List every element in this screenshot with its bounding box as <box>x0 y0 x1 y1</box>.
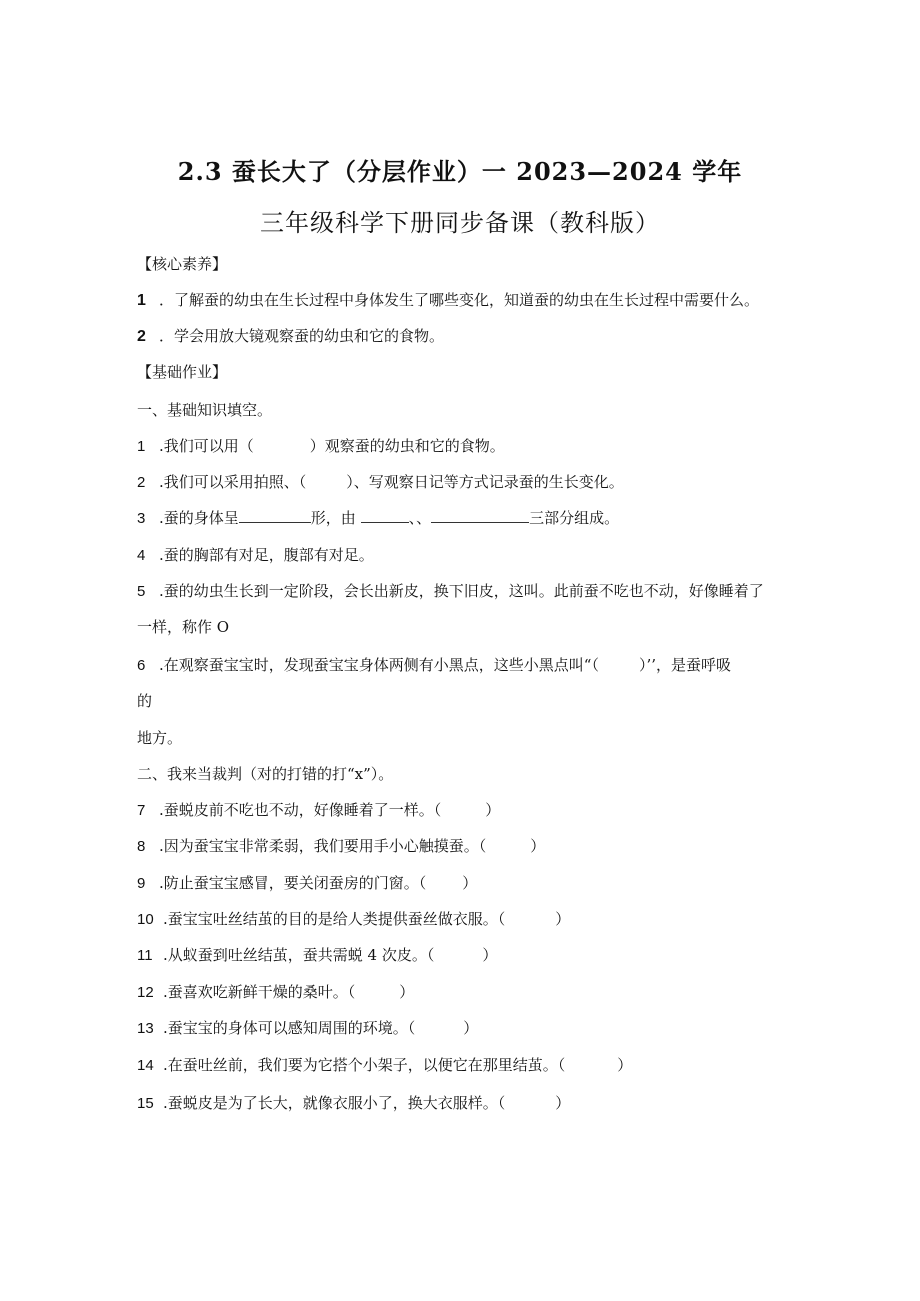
question-text: .蚕宝宝吐丝结茧的目的是给人类提供蚕丝做衣服。（ <box>163 910 506 928</box>
question-text: .蚕喜欢吃新鲜干燥的桑叶。（ <box>163 983 356 1001</box>
question-5 <box>137 581 764 602</box>
question-number: 1 <box>137 438 146 455</box>
core-item-2 <box>137 326 444 347</box>
answer-blank[interactable] <box>431 508 529 523</box>
question-text: .从蚁蚕到吐丝结茧，蚕共需蜕 4 次皮。（ <box>163 946 435 964</box>
question-number: 7 <box>137 802 146 819</box>
paren-close: ） <box>482 946 498 964</box>
question-text: .蚕的胸部有对足，腹部有对足。 <box>159 546 374 564</box>
question-7 <box>137 800 500 821</box>
paren-close: ） <box>462 874 478 892</box>
question-text: .防止蚕宝宝感冒，要关闭蚕房的门窗。（ <box>159 874 427 892</box>
question-number: 5 <box>137 583 146 600</box>
question-text: .蚕的身体呈 <box>159 509 239 527</box>
question-9 <box>137 873 477 894</box>
question-3 <box>137 508 619 529</box>
question-11 <box>137 945 497 966</box>
question-number: 3 <box>137 510 146 527</box>
paren-close: ） <box>463 1019 479 1037</box>
question-12 <box>137 982 414 1003</box>
question-5-continued: 一样，称作 O <box>137 618 230 636</box>
question-4 <box>137 545 374 566</box>
question-number: 13 <box>137 1020 154 1037</box>
question-number: 8 <box>137 838 146 855</box>
section-2-heading: 二、我来当裁判（对的打错的打“x”）。 <box>137 765 394 783</box>
paren-close: ） <box>617 1056 633 1074</box>
question-15 <box>137 1093 570 1114</box>
section-1-heading: 一、基础知识填空。 <box>137 401 273 419</box>
question-text: 、、 <box>408 509 432 527</box>
question-text: ）观察蚕的幼虫和它的食物。 <box>309 437 505 455</box>
question-text: .因为蚕宝宝非常柔弱，我们要用手小心触摸蚕。（ <box>159 837 487 855</box>
question-number: 2 <box>137 474 146 491</box>
question-number: 14 <box>137 1057 154 1074</box>
question-text: .我们可以采用拍照、（ <box>159 473 307 491</box>
question-text: ）’’，是蚕呼吸 <box>638 656 731 674</box>
question-number: 15 <box>137 1095 154 1112</box>
question-14 <box>137 1055 632 1076</box>
question-number: 4 <box>137 547 146 564</box>
question-text: .蚕蜕皮是为了长大，就像衣服小了，换大衣服样。（ <box>163 1094 506 1112</box>
question-text: .蚕蜕皮前不吃也不动，好像睡着了一样。（ <box>159 801 442 819</box>
question-2 <box>137 472 624 493</box>
paren-close: ） <box>555 1094 571 1112</box>
question-6-continued-2: 地方。 <box>137 729 183 747</box>
question-6-continued: 的 <box>137 692 153 710</box>
question-number: 10 <box>137 911 154 928</box>
question-number: 6 <box>137 657 146 674</box>
paren-close: ） <box>399 983 415 1001</box>
question-number: 12 <box>137 984 154 1001</box>
question-text: .我们可以用（ <box>159 437 254 455</box>
question-1 <box>137 436 505 457</box>
item-number: 2 <box>137 328 146 345</box>
question-8 <box>137 836 545 857</box>
answer-blank[interactable] <box>361 508 409 523</box>
paren-close: ） <box>555 910 571 928</box>
item-number: 1 <box>137 292 146 309</box>
answer-blank[interactable] <box>239 508 311 523</box>
question-text: .在蚕吐丝前，我们要为它搭个小架子，以便它在那里结茧。（ <box>163 1056 566 1074</box>
question-13 <box>137 1018 478 1039</box>
question-number: 9 <box>137 875 146 892</box>
question-10 <box>137 909 570 930</box>
question-text: .在观察蚕宝宝时，发现蚕宝宝身体两侧有小黑点，这些小黑点叫“（ <box>159 656 599 674</box>
question-text: .蚕宝宝的身体可以感知周围的环境。（ <box>163 1019 416 1037</box>
doc-title: 2.3 蚕长大了（分层作业）一 2023—2024 学年 <box>177 157 743 186</box>
item-text: ．学会用放大镜观察蚕的幼虫和它的食物。 <box>159 327 445 345</box>
core-heading: 【核心素养】 <box>137 255 228 273</box>
question-text: ）、写观察日记等方式记录蚕的生长变化。 <box>346 473 624 491</box>
paren-close: ） <box>530 837 546 855</box>
doc-subtitle: 三年级科学下册同步备课（教科版） <box>260 209 660 237</box>
question-text: .蚕的幼虫生长到一定阶段，会长出新皮，换下旧皮，这叫。此前蚕不吃也不动，好像睡着了 <box>159 582 764 600</box>
question-text: 三部分组成。 <box>529 509 620 527</box>
basic-heading: 【基础作业】 <box>137 363 228 381</box>
item-text: ．了解蚕的幼虫在生长过程中身体发生了哪些变化，知道蚕的幼虫在生长过程中需要什么。 <box>159 291 760 309</box>
core-item-1 <box>137 290 759 311</box>
question-text: 形，由 <box>310 509 356 527</box>
question-6 <box>137 655 731 676</box>
paren-close: ） <box>485 801 501 819</box>
question-number: 11 <box>137 947 153 964</box>
